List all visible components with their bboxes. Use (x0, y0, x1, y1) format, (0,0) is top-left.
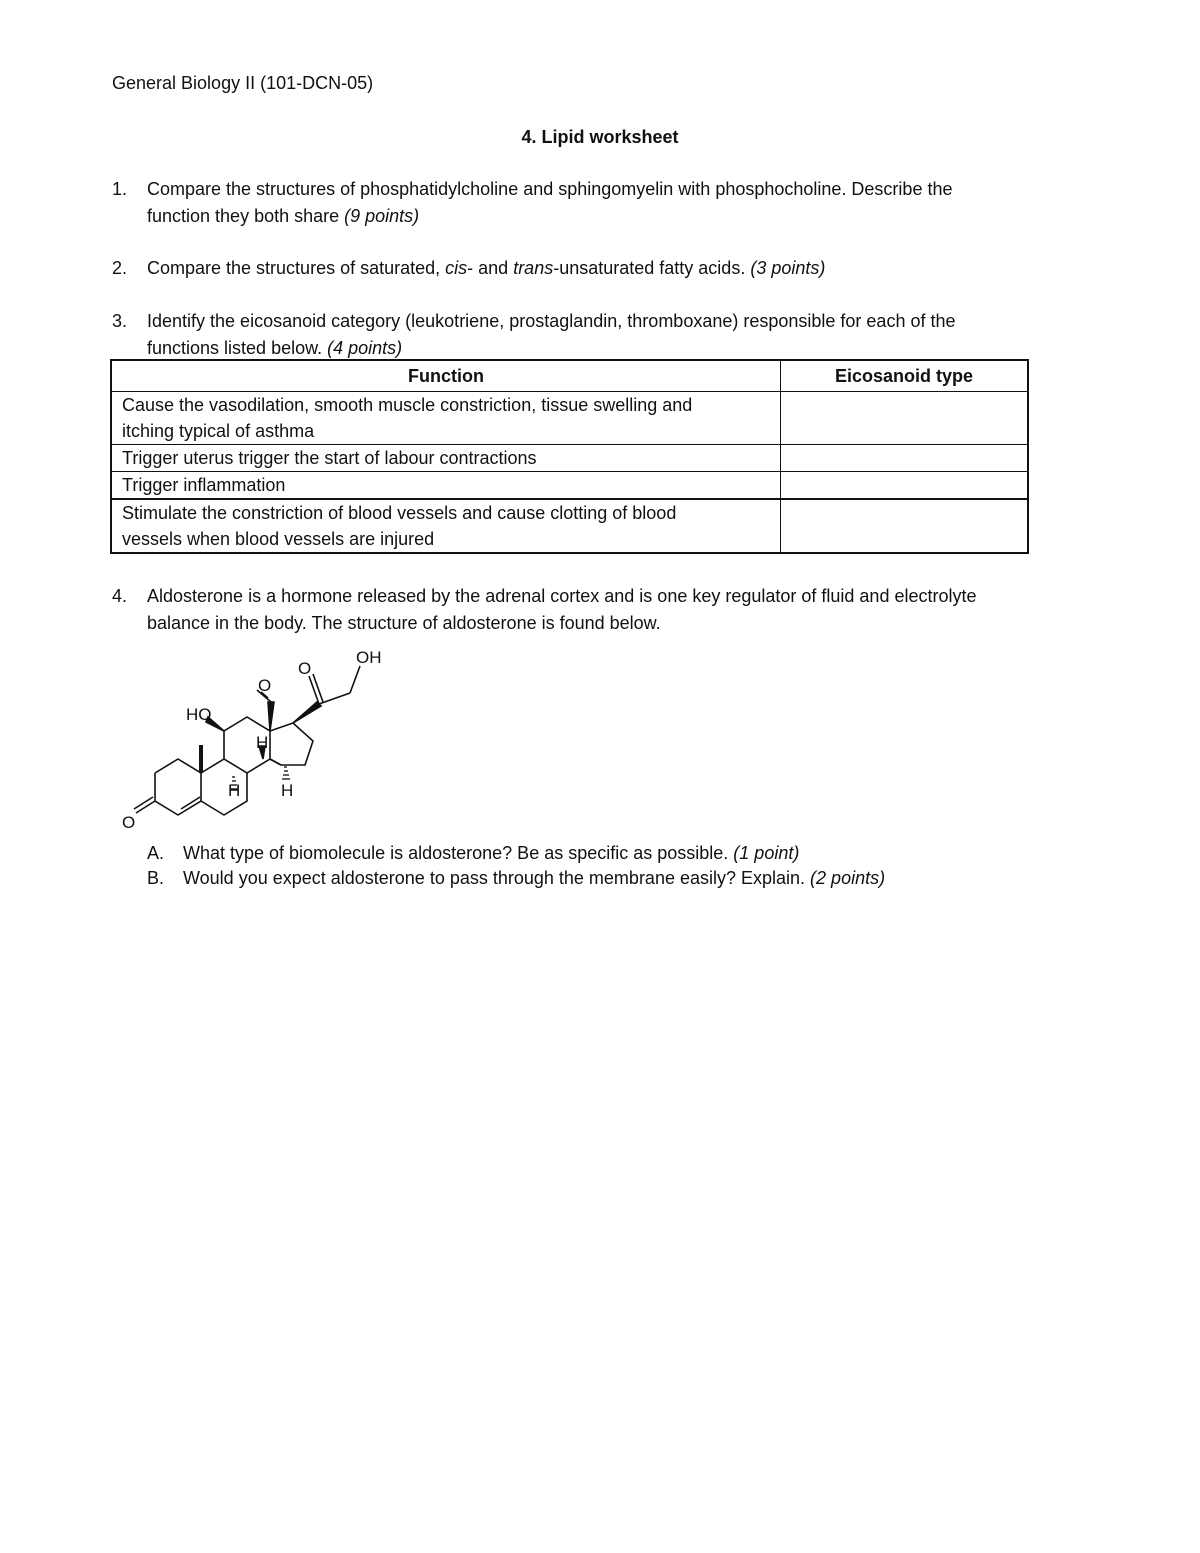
table-cell-eicosanoid-answer[interactable] (781, 445, 1029, 472)
question-1-line1: Compare the structures of phosphatidylcholine and sphingomyelin with phosphocholine. Describe the (147, 179, 953, 199)
hydrogen-label-c14: H (281, 781, 294, 800)
hydrogen-label-c9: H (228, 781, 241, 800)
function-text-line2: itching typical of asthma (122, 421, 315, 441)
table-cell-function (111, 392, 781, 445)
subquestion-b-text: Would you expect aldosterone to pass through the membrane easily? Explain. (183, 868, 811, 888)
ch2-oh-bond (350, 666, 360, 693)
question-4-number: 4. (112, 586, 128, 606)
subquestion-b (183, 868, 885, 889)
ho-label: HO (186, 705, 212, 724)
question-2-trans: trans (513, 258, 554, 278)
ch2-bond (319, 693, 350, 704)
table-header-function: Function (111, 360, 781, 392)
question-2-post: -unsaturated fatty acids. (553, 258, 751, 278)
question-1-number: 1. (112, 179, 128, 199)
subquestion-a-text: What type of biomolecule is aldosterone? Be as specific as possible. (183, 843, 734, 863)
hydrogen-label-c8: H (256, 733, 269, 752)
question-2-points: (3 points) (750, 258, 826, 278)
subquestion-a-label: A. (147, 843, 165, 863)
question-1-points: (9 points) (344, 206, 420, 226)
course-header: General Biology II (101-DCN-05) (112, 73, 374, 93)
subquestion-b-points: (2 points) (810, 868, 886, 888)
question-4-line2: balance in the body. The structure of aldosterone is found below. (147, 613, 661, 633)
table-cell-function (111, 445, 781, 472)
question-2-mid: - and (467, 258, 514, 278)
question-2-pre: Compare the structures of saturated, (147, 258, 446, 278)
ring-a (155, 759, 201, 815)
table-header-eicosanoid-type: Eicosanoid type (781, 360, 1029, 392)
question-4 (147, 583, 977, 637)
subquestion-a-points: (1 point) (733, 843, 800, 863)
table-row (111, 392, 1028, 445)
ketone-bond (136, 801, 155, 813)
worksheet-title: 4. Lipid worksheet (521, 127, 679, 147)
function-text-line1: Trigger uterus trigger the start of labour contractions (122, 448, 537, 468)
ketone-bond-2 (134, 797, 153, 809)
question-3-points: (4 points) (327, 338, 403, 358)
question-3-line1: Identify the eicosanoid category (leukotriene, prostaglandin, thromboxane) responsible for each of the (147, 311, 956, 331)
table-row (111, 472, 1028, 500)
aldehyde-wedge (268, 702, 274, 731)
eicosanoid-table (110, 359, 1029, 554)
function-text-line1: Trigger inflammation (122, 475, 286, 495)
ring-d-close (270, 759, 281, 765)
table-cell-eicosanoid-answer[interactable] (781, 392, 1029, 445)
question-3-line2 (147, 335, 956, 362)
question-1-line2 (147, 203, 952, 230)
function-text-line1: Stimulate the constriction of blood vessels and cause clotting of blood (122, 503, 677, 523)
question-1-line2-text: function they both share (147, 206, 345, 226)
ring-d (270, 723, 313, 765)
table-cell-function (111, 499, 781, 553)
question-3 (147, 308, 956, 362)
question-3-number: 3. (112, 311, 128, 331)
table-cell-eicosanoid-answer[interactable] (781, 499, 1029, 553)
table-cell-eicosanoid-answer[interactable] (781, 472, 1029, 500)
subquestion-a (183, 843, 799, 864)
table-row (111, 499, 1028, 553)
table-header-row (111, 360, 1028, 392)
subquestion-b-label: B. (147, 868, 165, 888)
question-3-line2-text: functions listed below. (147, 338, 328, 358)
question-2-number: 2. (112, 258, 128, 278)
sidechain-wedge (293, 702, 321, 723)
question-2-cis: cis (445, 258, 468, 278)
carbonyl-bond-2 (313, 674, 323, 702)
oxygen-label-carbonyl: O (298, 659, 312, 678)
function-text-line2: vessels when blood vessels are injured (122, 529, 435, 549)
question-4-line1: Aldosterone is a hormone released by the adrenal cortex and is one key regulator of fluid and electrolyte (147, 586, 977, 606)
question-1 (147, 176, 952, 230)
question-2 (147, 255, 825, 282)
carbonyl-bond (309, 676, 319, 704)
oxygen-label-ketone: O (122, 813, 136, 832)
function-text-line1: Cause the vasodilation, smooth muscle constriction, tissue swelling and (122, 395, 693, 415)
oxygen-label-aldehyde: O (258, 676, 272, 695)
table-cell-function (111, 472, 781, 500)
oh-label: OH (356, 648, 382, 667)
table-row (111, 445, 1028, 472)
aldosterone-structure (118, 640, 398, 835)
